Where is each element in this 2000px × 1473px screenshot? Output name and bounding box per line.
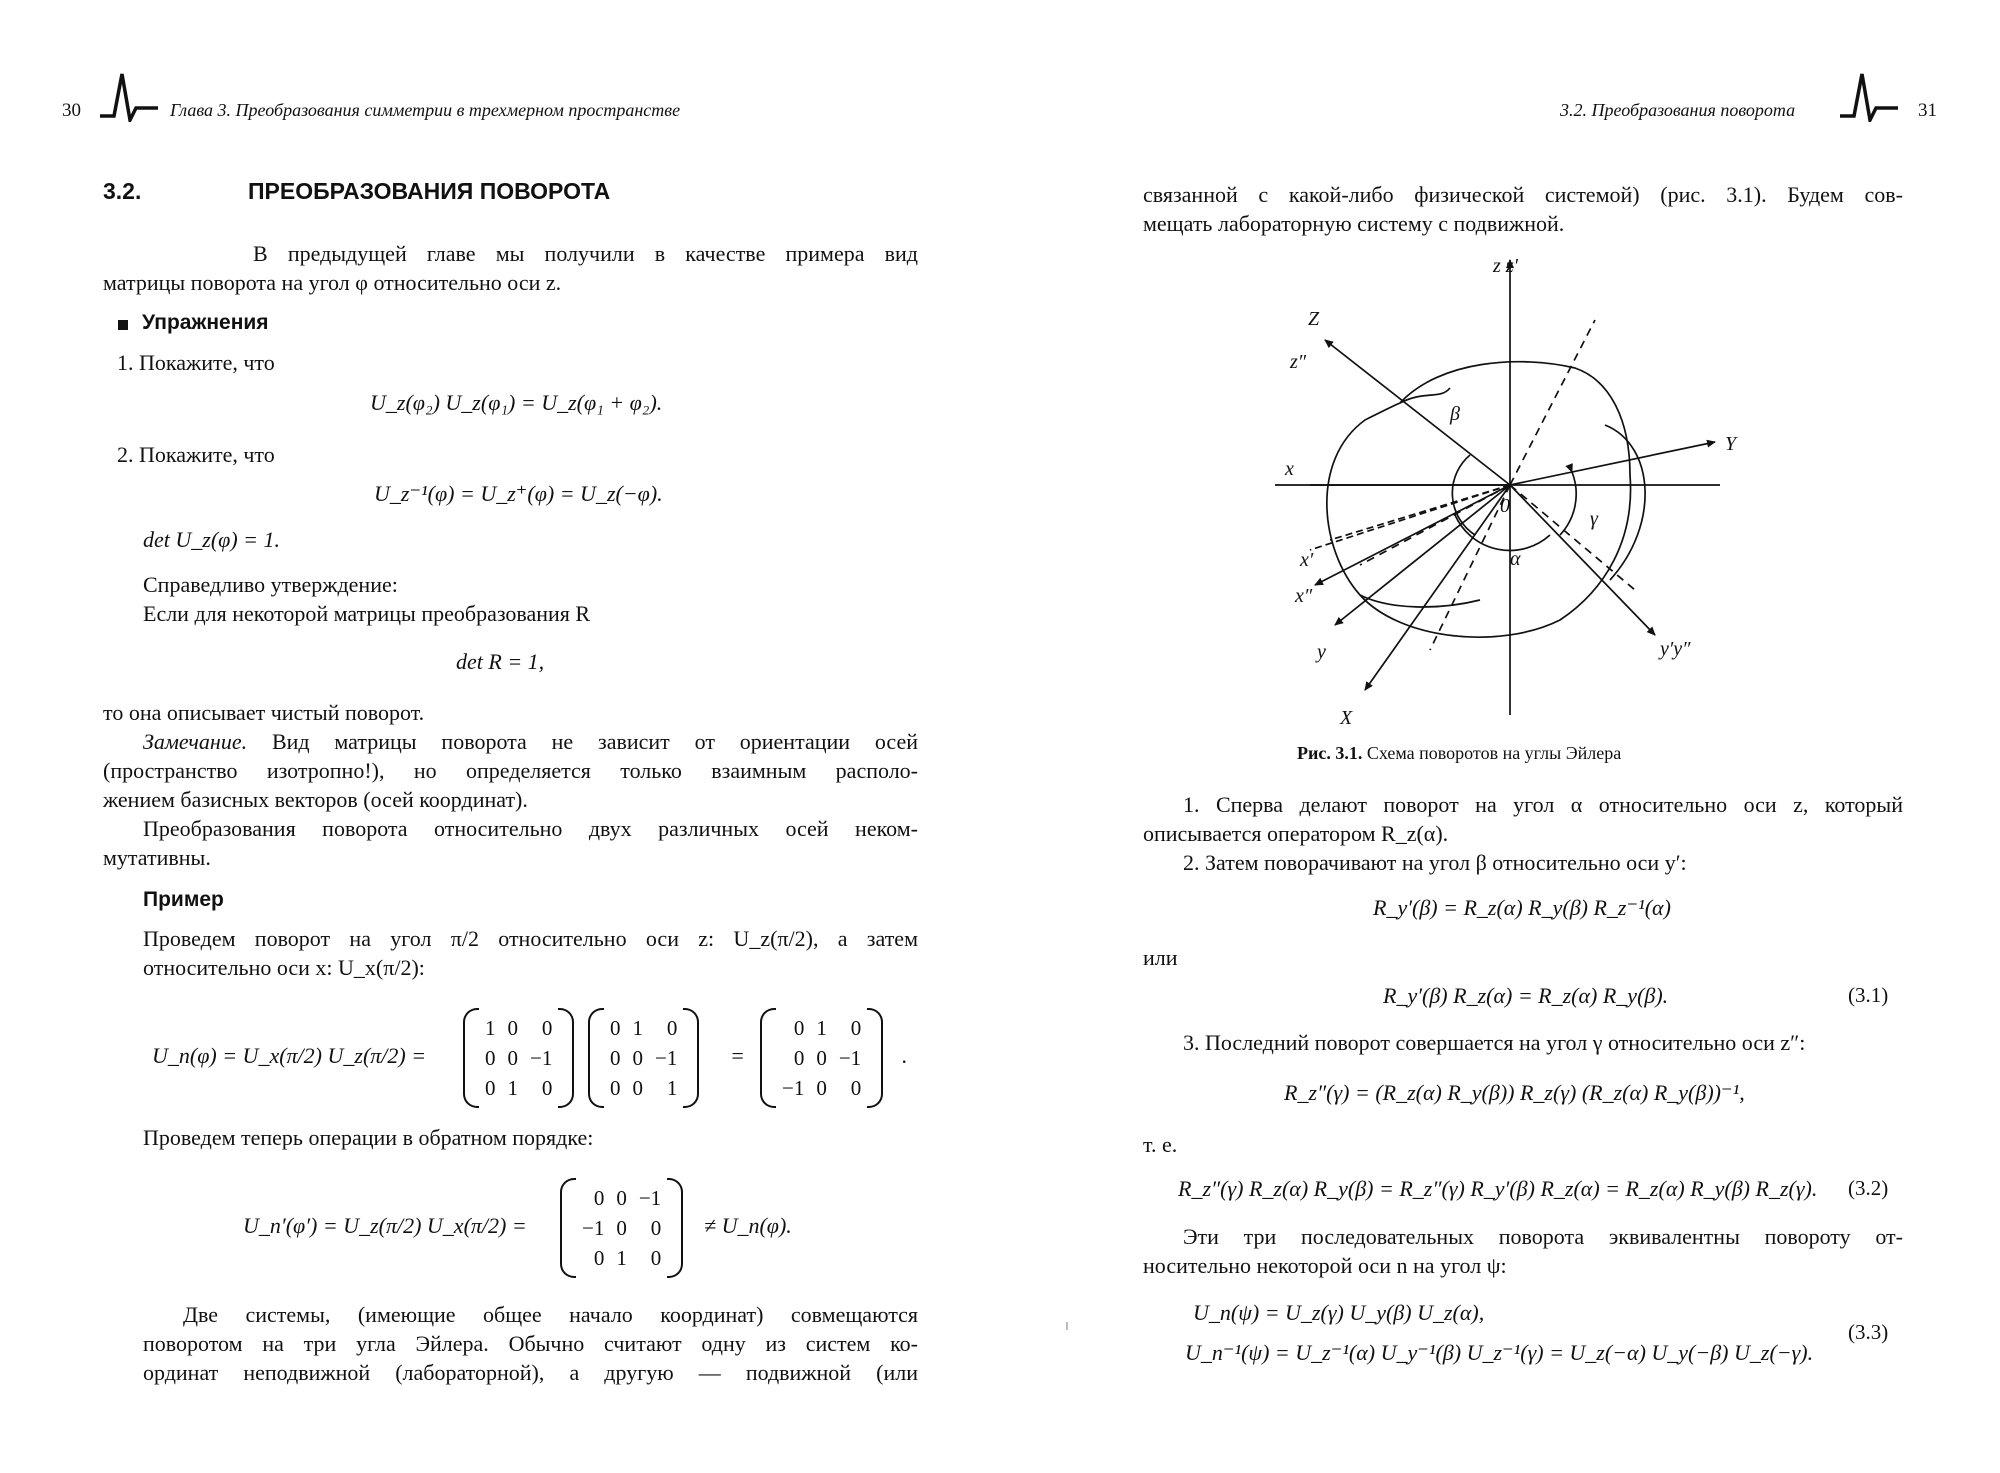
- remark-line-3: жением базисных векторов (осей координат).: [103, 787, 528, 812]
- example-heading: Пример: [143, 888, 224, 911]
- inner-arc: [1360, 595, 1480, 607]
- eq-3-2: R_z″(γ) R_z(α) R_y(β) = R_z″(γ) R_y′(β) R_z(α) = R_z(α) R_y(β) R_z(γ).: [1178, 1176, 1818, 1201]
- right-lobe: [1605, 425, 1645, 580]
- label-zero: 0: [1500, 495, 1510, 517]
- matrix-equals: =: [730, 1043, 745, 1068]
- dashed-x: [1310, 485, 1510, 550]
- example-line-2: относительно оси x: U_x(π/2):: [143, 955, 425, 980]
- section-title: ПРЕОБРАЗОВАНИЯ ПОВОРОТА: [248, 178, 611, 204]
- exercise-1-label: 1. Покажите, что: [117, 350, 275, 375]
- statement-line-2: Если для некоторой матрицы преобразования R: [143, 601, 591, 626]
- caption-text: Схема поворотов на углы Эйлера: [1366, 743, 1622, 763]
- remark-line-2: (пространство изотропно!), но определяется только взаимным располо-: [103, 758, 918, 783]
- euler-line-2: поворотом на три угла Эйлера. Обычно считают одну из систем ко-: [143, 1331, 918, 1356]
- eq-rz2: R_z″(γ) = (R_z(α) R_y(β)) R_z(γ) (R_z(α) R_y(β))⁻¹,: [1284, 1080, 1745, 1105]
- dashed-y: [1430, 485, 1510, 650]
- alpha-arc: [1455, 515, 1550, 550]
- matrix-un: 0 1 0 0 0 −1 −1 0 0: [760, 1010, 883, 1106]
- right-running-head: 3.2. Преобразования поворота: [1560, 100, 1796, 120]
- Y-axis: [1510, 442, 1715, 485]
- label-y: y: [1317, 641, 1326, 663]
- yy-axis: [1510, 485, 1655, 635]
- right-page-number: 31: [1918, 100, 1937, 121]
- equiv-line-1: Эти три последовательных поворота эквивалентны повороту от-: [1183, 1224, 1903, 1249]
- intro-line-1: В предыдущей главе мы получили в качестве примера вид: [253, 241, 918, 266]
- gutter-speck: [1066, 1322, 1068, 1330]
- ie-word: т. е.: [1143, 1132, 1178, 1157]
- X-axis: [1365, 485, 1510, 690]
- det-line: det U_z(φ) = 1.: [143, 527, 280, 552]
- pure-rotation-line: то она описывает чистый поворот.: [103, 700, 425, 725]
- label-beta: β: [1450, 403, 1460, 425]
- euler-angles-figure: [1260, 250, 1760, 730]
- label-X: X: [1340, 707, 1353, 729]
- left-running-head: Глава 3. Преобразования симметрии в трехмерном пространстве: [170, 100, 681, 120]
- gamma-arc: [1560, 472, 1576, 535]
- step1-line-1: 1. Сперва делают поворот на угол α относительно оси z, который: [1183, 792, 1903, 817]
- remark-text-1: Вид матрицы поворота не зависит от ориентации осей: [271, 729, 919, 754]
- matrix-ux-table: 1 0 0 0 0 −1 0 1 0: [485, 1015, 553, 1100]
- bullet-square-icon: [118, 320, 128, 330]
- statement-line-1: Справедливо утверждение:: [143, 572, 398, 597]
- step1-line-2: описывается оператором R_z(α).: [1143, 821, 1449, 846]
- matrix-ux: [463, 1010, 574, 1106]
- exercises-heading: Упражнения: [142, 311, 269, 334]
- noncommut-line-2: мутативны.: [103, 845, 211, 870]
- label-z2: z″: [1290, 351, 1307, 373]
- heartbeat-ornament-icon: [1840, 68, 1902, 122]
- eq-3-3b: U_n⁻¹(ψ) = U_z⁻¹(α) U_y⁻¹(β) U_z⁻¹(γ) = U_z(−α) U_y(−β) U_z(−γ).: [1185, 1340, 1814, 1365]
- label-Y: Y: [1725, 433, 1737, 455]
- figure-caption: [1297, 743, 1621, 764]
- remark-line-1: [143, 727, 918, 756]
- eq-ry-prime: R_y′(β) = R_z(α) R_y(β) R_z⁻¹(α): [1373, 895, 1671, 920]
- exercise-2-label: 2. Покажите, что: [117, 442, 275, 467]
- left-paren: [463, 1008, 479, 1108]
- equiv-line-2: носительно некоторой оси n на угол ψ:: [1143, 1253, 1507, 1278]
- label-zz: z z′: [1493, 255, 1518, 277]
- eq-3-1: R_y′(β) R_z(α) = R_z(α) R_y(β).: [1383, 983, 1669, 1008]
- Z-axis: [1325, 340, 1510, 485]
- label-xp: x′: [1300, 549, 1314, 571]
- reverse-order-line: Проведем теперь операции в обратном порядке:: [143, 1125, 594, 1150]
- example-line-1: Проведем поворот на угол π/2 относительно оси z: U_z(π/2), а затем: [143, 926, 918, 951]
- step3-line: 3. Последний поворот совершается на угол γ относительно оси z″:: [1183, 1030, 1806, 1055]
- dashed-yy: [1510, 485, 1635, 590]
- or-word: или: [1143, 945, 1178, 970]
- label-Z: Z: [1308, 308, 1320, 330]
- heartbeat-ornament-icon: [100, 68, 162, 122]
- label-gamma: γ: [1590, 508, 1598, 530]
- section-number: 3.2.: [103, 178, 142, 204]
- eq-3-2-number: (3.2): [1848, 1176, 1889, 1200]
- eq-3-3-number: (3.3): [1848, 1320, 1889, 1344]
- step2-line: 2. Затем поворачивают на угол β относительно оси y′:: [1183, 850, 1687, 875]
- exercise-1-formula: U_z(φ₂) U_z(φ₁) = U_z(φ₁ + φ₂).: [370, 390, 663, 415]
- eq-3-1-number: (3.1): [1848, 983, 1889, 1007]
- eq-3-3a: U_n(ψ) = U_z(γ) U_y(β) U_z(α),: [1193, 1300, 1485, 1325]
- label-yy: y′y″: [1660, 638, 1691, 660]
- label-x: x: [1285, 458, 1294, 480]
- matrix-un2: 0 0 −1 −1 0 0 0 1 0: [560, 1180, 683, 1276]
- un2-equation-lhs: U_n′(φ′) = U_z(π/2) U_x(π/2) =: [243, 1213, 527, 1238]
- label-alpha: α: [1510, 548, 1521, 570]
- continued-line-1: связанной с какой-либо физической системой) (рис. 3.1). Будем сов-: [1143, 182, 1903, 207]
- matrix-uz: 0 1 0 0 0 −1 0 0 1: [588, 1010, 699, 1106]
- noncommut-line-1: Преобразования поворота относительно двух различных осей неком-: [143, 816, 918, 841]
- left-page-number: 30: [62, 100, 81, 121]
- exercise-2-formula: U_z⁻¹(φ) = U_z⁺(φ) = U_z(−φ).: [374, 481, 663, 506]
- caption-label: Рис. 3.1.: [1297, 743, 1363, 763]
- det-r-formula: det R = 1,: [456, 649, 545, 674]
- un2-equation-rhs: ≠ U_n(φ).: [704, 1213, 792, 1238]
- un-equation-lhs: U_n(φ) = U_x(π/2) U_z(π/2) =: [152, 1043, 427, 1068]
- right-paren: [558, 1008, 574, 1108]
- label-x2: x″: [1295, 585, 1313, 607]
- intro-line-2: матрицы поворота на угол φ относительно оси z.: [103, 270, 562, 295]
- y-axis: [1335, 485, 1510, 625]
- euler-line-3: ординат неподвижной (лабораторной), а другую — подвижной (или: [143, 1360, 918, 1385]
- matrix-period: .: [902, 1043, 908, 1068]
- dashed-z2: [1510, 320, 1595, 485]
- remark-label: Замечание.: [143, 729, 248, 754]
- euler-line-1: Две системы, (имеющие общее начало координат) совмещаются: [183, 1302, 918, 1327]
- continued-line-2: мещать лабораторную систему с подвижной.: [1143, 211, 1565, 236]
